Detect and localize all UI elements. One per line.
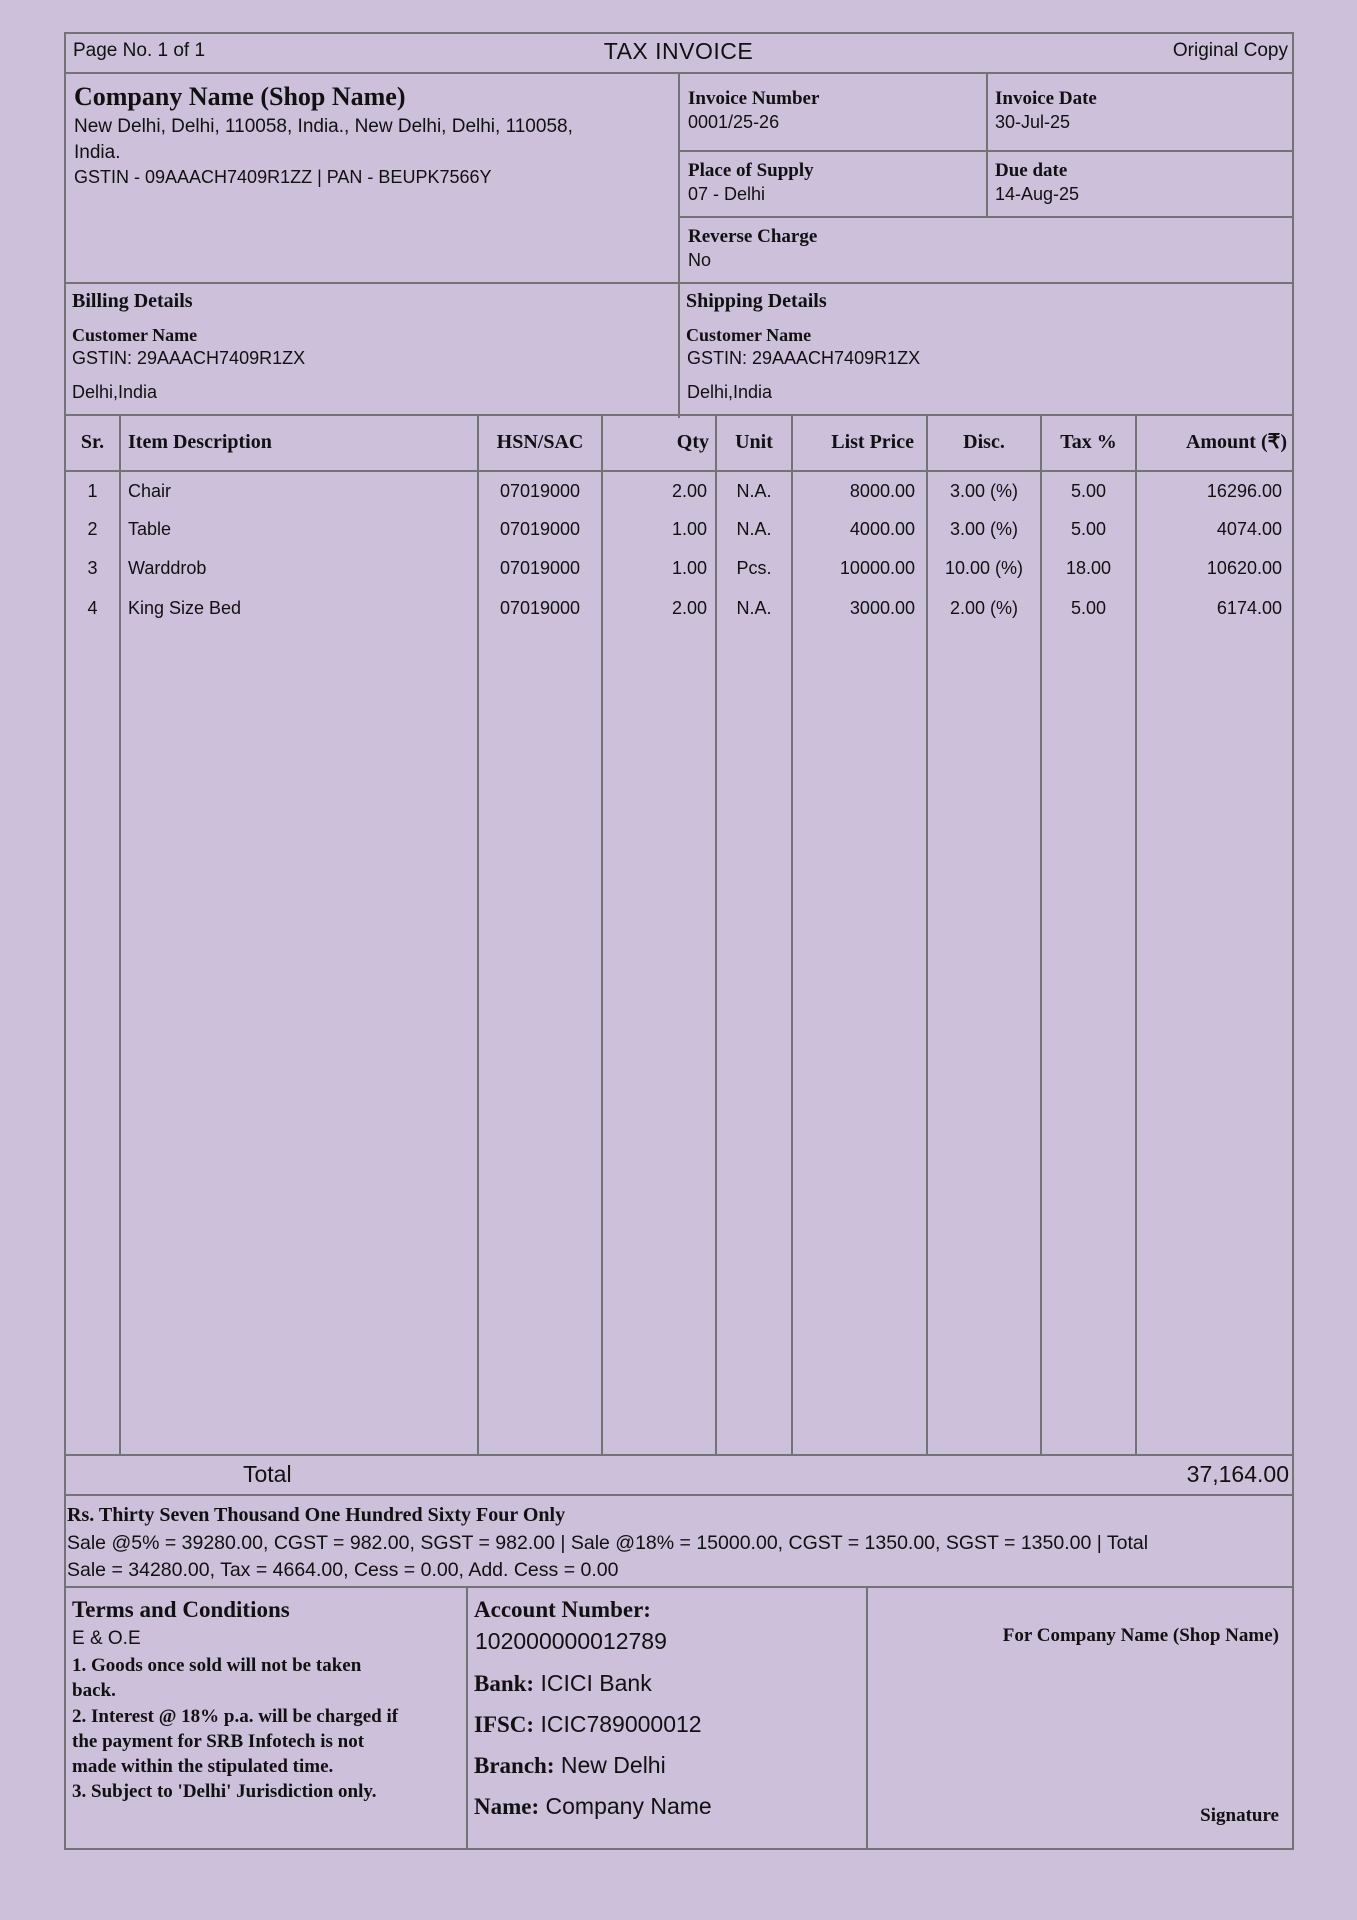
cell-unit: Pcs. <box>736 558 772 578</box>
cell-amount: 6174.00 <box>1216 598 1282 618</box>
cell-sr: 1 <box>87 481 98 501</box>
terms-item-2b: the payment for SRB Infotech is not <box>72 1731 365 1752</box>
ifsc-label: IFSC: <box>474 1712 535 1737</box>
cell-price: 4000.00 <box>849 519 915 539</box>
billing-customer-name: Customer Name <box>72 325 198 345</box>
col-header-list-price: List Price <box>831 431 914 453</box>
cell-hsn: 07019000 <box>499 481 581 501</box>
col-header-hsn: HSN/SAC <box>496 431 584 453</box>
company-address-line2: India. <box>74 142 121 163</box>
due-date-label: Due date <box>995 160 1068 181</box>
col-header-unit: Unit <box>735 431 773 453</box>
cell-desc: Warddrob <box>128 558 207 578</box>
document-title: TAX INVOICE <box>603 38 754 64</box>
invoice-date: 30-Jul-25 <box>995 112 1071 132</box>
cell-price: 10000.00 <box>839 558 915 578</box>
branch-row <box>474 1752 666 1779</box>
terms-item-1a: 1. Goods once sold will not be taken <box>72 1655 362 1676</box>
terms-item-2c: made within the stipulated time. <box>72 1756 334 1777</box>
place-of-supply: 07 - Delhi <box>688 184 766 204</box>
place-of-supply-label: Place of Supply <box>688 160 814 181</box>
cell-unit: N.A. <box>736 519 772 539</box>
cell-price: 3000.00 <box>849 598 915 618</box>
cell-tax: 5.00 <box>1070 519 1107 539</box>
copy-label: Original Copy <box>1172 40 1288 61</box>
reverse-charge: No <box>688 250 712 270</box>
shipping-heading: Shipping Details <box>686 290 827 312</box>
bank-row <box>474 1670 652 1697</box>
cell-tax: 5.00 <box>1070 598 1107 618</box>
cell-price: 8000.00 <box>849 481 915 501</box>
branch-label: Branch: <box>474 1753 555 1778</box>
shipping-gstin: GSTIN: 29AAACH7409R1ZX <box>687 348 921 368</box>
cell-amount: 16296.00 <box>1206 481 1282 501</box>
cell-qty: 2.00 <box>671 598 707 618</box>
cell-desc: Chair <box>128 481 172 501</box>
due-date: 14-Aug-25 <box>995 184 1080 204</box>
reverse-charge-label: Reverse Charge <box>688 226 818 247</box>
cell-amount: 4074.00 <box>1216 519 1282 539</box>
cell-disc: 10.00 (%) <box>944 558 1024 578</box>
terms-item-2a: 2. Interest @ 18% p.a. will be charged if <box>72 1706 399 1727</box>
tax-summary-line2: Sale = 34280.00, Tax = 4664.00, Cess = 0.00, Add. Cess = 0.00 <box>67 1559 619 1581</box>
cell-unit: N.A. <box>736 481 772 501</box>
total-value: 37,164.00 <box>1186 1461 1289 1487</box>
terms-item-1b: back. <box>72 1680 116 1701</box>
invoice-number: 0001/25-26 <box>688 112 780 132</box>
cell-disc: 2.00 (%) <box>949 598 1019 618</box>
cell-amount: 10620.00 <box>1206 558 1282 578</box>
bank-name: ICICI Bank <box>540 1670 652 1696</box>
col-header-sr: Sr. <box>80 431 105 453</box>
billing-address: Delhi,India <box>72 382 158 402</box>
shipping-customer-name: Customer Name <box>686 325 812 345</box>
account-name: Company Name <box>545 1793 712 1819</box>
billing-heading: Billing Details <box>72 290 193 312</box>
company-gstin-pan: GSTIN - 09AAACH7409R1ZZ | PAN - BEUPK7566Y <box>74 167 492 187</box>
account-name-row <box>474 1793 712 1820</box>
billing-gstin: GSTIN: 29AAACH7409R1ZX <box>72 348 306 368</box>
company-address-line1: New Delhi, Delhi, 110058, India., New Delhi, Delhi, 110058, <box>74 116 573 137</box>
col-header-amount: Amount (₹) <box>1185 431 1287 453</box>
cell-tax: 5.00 <box>1070 481 1107 501</box>
shipping-address: Delhi,India <box>687 382 773 402</box>
cell-hsn: 07019000 <box>499 519 581 539</box>
cell-desc: King Size Bed <box>128 598 242 618</box>
ifsc-code: ICIC789000012 <box>540 1711 702 1737</box>
terms-eoe: E & O.E <box>72 1628 141 1649</box>
cell-qty: 2.00 <box>671 481 707 501</box>
cell-qty: 1.00 <box>671 558 707 578</box>
cell-qty: 1.00 <box>671 519 707 539</box>
amount-in-words: Rs. Thirty Seven Thousand One Hundred Sixty Four Only <box>67 1504 566 1526</box>
branch-name: New Delhi <box>560 1752 666 1778</box>
cell-disc: 3.00 (%) <box>949 519 1019 539</box>
terms-item-3: 3. Subject to 'Delhi' Jurisdiction only. <box>72 1781 377 1802</box>
cell-hsn: 07019000 <box>499 558 581 578</box>
col-header-disc: Disc. <box>963 431 1005 453</box>
cell-disc: 3.00 (%) <box>949 481 1019 501</box>
account-number: 102000000012789 <box>475 1628 667 1654</box>
account-number-label: Account Number: <box>474 1597 651 1622</box>
cell-unit: N.A. <box>736 598 772 618</box>
cell-hsn: 07019000 <box>499 598 581 618</box>
col-header-qty: Qty <box>676 431 709 453</box>
cell-sr: 3 <box>87 558 98 578</box>
tax-summary-line1: Sale @5% = 39280.00, CGST = 982.00, SGST = 982.00 | Sale @18% = 15000.00, CGST = 1350.00, SGST = 1350.00 | Total <box>67 1532 1149 1554</box>
signature-label: Signature <box>1200 1805 1279 1826</box>
total-label: Total <box>243 1461 292 1487</box>
invoice-number-label: Invoice Number <box>688 88 820 109</box>
cell-sr: 4 <box>87 598 98 618</box>
company-name: Company Name (Shop Name) <box>74 82 406 111</box>
cell-tax: 18.00 <box>1065 558 1112 578</box>
cell-sr: 2 <box>87 519 98 539</box>
ifsc-row <box>474 1711 702 1738</box>
col-header-description: Item Description <box>128 431 272 453</box>
terms-heading: Terms and Conditions <box>72 1597 290 1622</box>
signature-for: For Company Name (Shop Name) <box>1002 1625 1279 1646</box>
bank-label: Bank: <box>474 1671 535 1696</box>
cell-desc: Table <box>128 519 172 539</box>
account-name-label: Name: <box>474 1794 540 1819</box>
page-number: Page No. 1 of 1 <box>73 40 206 61</box>
invoice-date-label: Invoice Date <box>995 88 1097 109</box>
col-header-tax: Tax % <box>1060 431 1117 453</box>
